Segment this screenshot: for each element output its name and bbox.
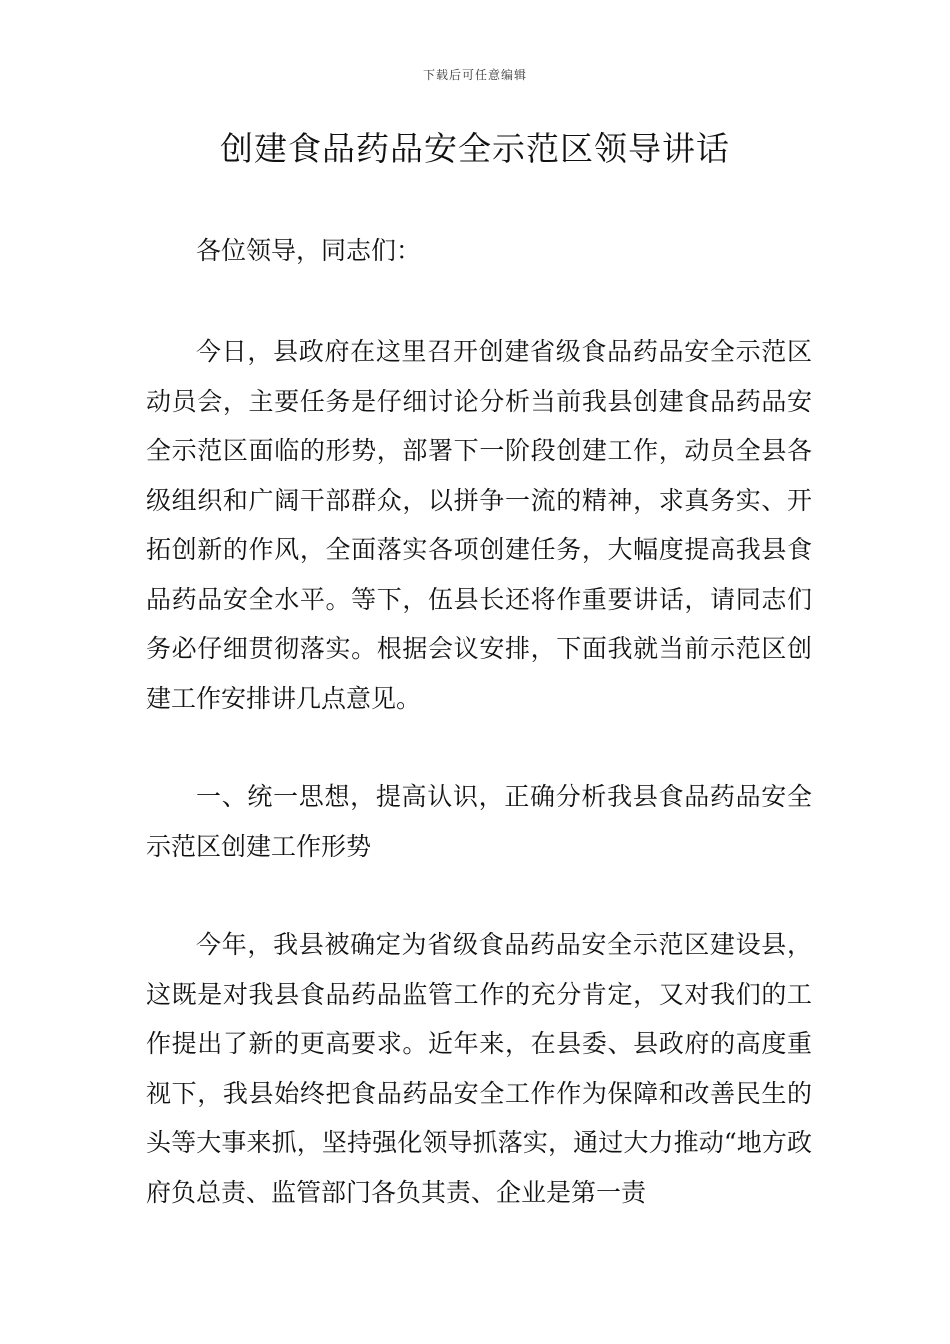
salutation: 各位领导，同志们： (196, 236, 422, 265)
paragraph-1: 今日，县政府在这里召开创建省级食品药品安全示范区动员会，主要任务是仔细讨论分析当前我县创建食品药品安全示范区面临的形势，部署下一阶段创建工作，动员全县各级组织和广阔干部群众，以拼争一流的精神，求真务实、开拓创新的作风，全面落实各项创建任务，大幅度提高我县食品药品安全水平。等下，伍县长还将作重要讲话，请同志们务必仔细贯彻落实。根据会议安排，下面我就当前示范区创建工作安排讲几点意见。 (146, 337, 812, 713)
paragraph-2: 今年，我县被确定为省级食品药品安全示范区建设县，这既是对我县食品药品监管工作的充分肯定，又对我们的工作提出了新的更高要求。近年来，在县委、县政府的高度重视下，我县始终把食品药品安全工作作为保障和改善民生的头等大事来抓，坚持强化领导抓落实，通过大力推动“地方政府负总责、监管部门各负其责、企业是第一责 (146, 930, 812, 1207)
section-heading-1: 一、统一思想，提高认识，正确分析我县食品药品安全示范区创建工作形势 (146, 782, 812, 861)
document-title: 创建食品药品安全示范区领导讲话 (220, 129, 730, 168)
header-note: 下载后可任意编辑 (422, 68, 527, 82)
